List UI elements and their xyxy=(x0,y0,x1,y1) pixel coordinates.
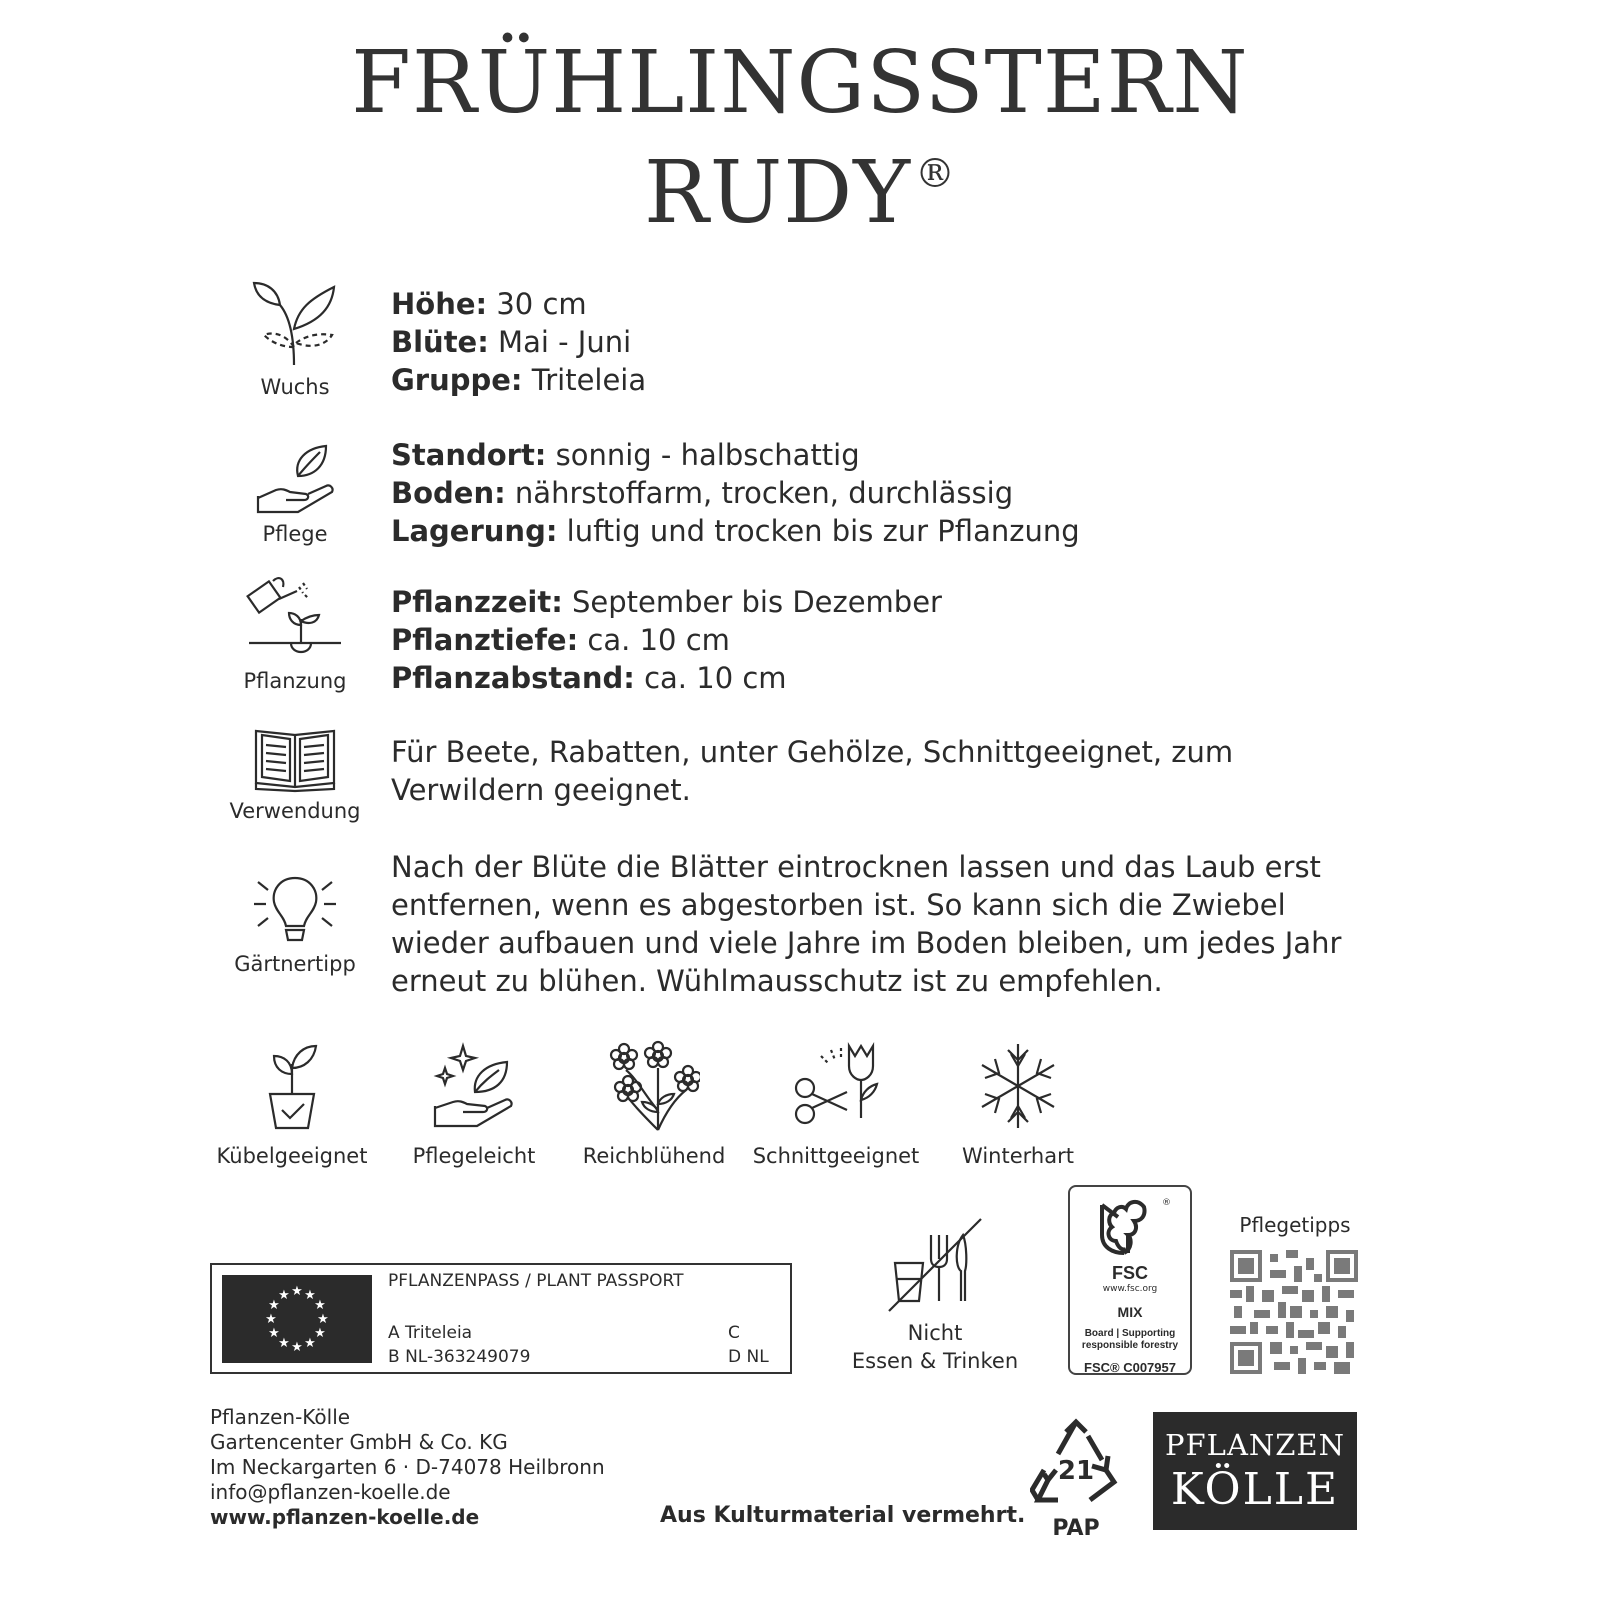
info-line xyxy=(391,285,1411,323)
page-title-line1 xyxy=(0,33,1600,133)
section-pflanzung xyxy=(215,573,1415,713)
feature-pflegeleicht xyxy=(384,1040,564,1168)
info-line xyxy=(391,361,1411,399)
section-wuchs-icon-wrap xyxy=(215,277,375,399)
feature-kuebelgeeignet xyxy=(202,1040,382,1168)
passport-title: PFLANZENPASS / PLANT PASSPORT xyxy=(388,1271,684,1291)
feature-schnittgeeignet xyxy=(746,1040,926,1168)
info-value: ca. 10 cm xyxy=(634,661,787,695)
svg-text:★: ★ xyxy=(291,1284,303,1299)
text-line: Verwildern geeignet. xyxy=(391,773,691,807)
title-text-2: RUDY xyxy=(644,143,911,243)
info-value: sonnig - halbschattig xyxy=(546,438,860,472)
feature-label: Winterhart xyxy=(962,1144,1074,1168)
registered-mark: ® xyxy=(914,151,956,197)
fsc-name: FSC xyxy=(1112,1263,1148,1283)
section-gaertnertipp-icon-wrap xyxy=(215,872,375,976)
no-eat-line1: Nicht xyxy=(907,1321,963,1345)
address-line: Im Neckargarten 6 · D-74078 Heilbronn xyxy=(210,1455,605,1479)
info-key: Pflanzabstand: xyxy=(391,661,635,695)
section-wuchs xyxy=(215,275,1415,415)
info-key: Höhe: xyxy=(391,287,488,321)
lightbulb-icon xyxy=(250,872,340,946)
svg-text:★: ★ xyxy=(304,1336,316,1351)
section-wuchs-text xyxy=(391,285,1411,399)
recycle-label: PAP xyxy=(1052,1516,1100,1541)
feature-label: Reichblühend xyxy=(582,1144,726,1168)
address-email[interactable]: info@pflanzen-koelle.de xyxy=(210,1480,451,1504)
fsc-url: www.fsc.org xyxy=(1102,1284,1158,1294)
scissors-tulip-icon xyxy=(791,1040,881,1132)
svg-text:★: ★ xyxy=(314,1326,326,1341)
info-line xyxy=(391,512,1411,550)
info-value: Mai - Juni xyxy=(488,325,632,359)
feature-label: Kübelgeeignet xyxy=(216,1144,368,1168)
info-key: Standort: xyxy=(391,438,547,472)
text-line: Nach der Blüte die Blätter eintrocknen lassen und das Laub erst xyxy=(391,850,1321,884)
fsc-board-line2: responsible forestry xyxy=(1081,1340,1179,1351)
info-line xyxy=(391,621,1411,659)
logo-line1: PFLANZEN xyxy=(1165,1428,1345,1462)
info-line xyxy=(391,436,1411,474)
svg-text:★: ★ xyxy=(268,1298,280,1313)
info-line xyxy=(391,659,1411,697)
qr-label: Pflegetipps xyxy=(1239,1213,1351,1237)
company-address xyxy=(210,1405,605,1530)
svg-text:★: ★ xyxy=(317,1312,329,1327)
feature-winterhart xyxy=(928,1040,1108,1168)
section-verwendung-text xyxy=(391,733,1411,809)
text-line: Für Beete, Rabatten, unter Gehölze, Schnittgeeignet, zum xyxy=(391,735,1234,769)
info-key: Pflanztiefe: xyxy=(391,623,579,657)
svg-text:★: ★ xyxy=(278,1288,290,1303)
fsc-board-line1: Board | Supporting xyxy=(1084,1328,1176,1339)
section-verwendung-icon-wrap xyxy=(215,727,375,823)
fsc-tree-icon xyxy=(1088,1195,1172,1261)
section-pflanzung-label: Pflanzung xyxy=(243,669,347,693)
info-line xyxy=(391,474,1411,512)
section-pflege-icon-wrap xyxy=(215,440,375,546)
no-eat-drink-icon xyxy=(885,1215,985,1315)
text-line: erneut zu blühen. Wühlmausschutz ist zu empfehlen. xyxy=(391,964,1163,998)
section-pflege-label: Pflege xyxy=(262,522,328,546)
qr-code-icon[interactable] xyxy=(1230,1250,1358,1374)
text-line: wieder aufbauen und viele Jahre im Boden bleiben, um jedes Jahr xyxy=(391,926,1342,960)
svg-text:®: ® xyxy=(1162,1198,1171,1208)
address-website[interactable]: www.pflanzen-koelle.de xyxy=(210,1505,480,1529)
eu-stars-icon xyxy=(222,1275,372,1363)
info-line xyxy=(391,323,1411,361)
info-value: September bis Dezember xyxy=(562,585,942,619)
svg-text:★: ★ xyxy=(278,1336,290,1351)
plant-passport xyxy=(210,1263,792,1374)
book-icon xyxy=(252,727,338,793)
watering-can-icon xyxy=(245,573,345,663)
info-key: Gruppe: xyxy=(391,363,523,397)
hand-sparkle-icon xyxy=(431,1040,517,1132)
info-value: ca. 10 cm xyxy=(578,623,730,657)
page-title-line2 xyxy=(0,143,1600,243)
info-key: Pflanzzeit: xyxy=(391,585,563,619)
info-key: Boden: xyxy=(391,476,506,510)
section-pflanzung-text xyxy=(391,583,1411,697)
section-gaertnertipp xyxy=(215,848,1415,1008)
section-pflanzung-icon-wrap xyxy=(215,573,375,693)
title-text-1: FRÜHLINGSSTERN xyxy=(351,33,1249,133)
passport-c: C xyxy=(728,1323,740,1343)
section-pflege-text xyxy=(391,436,1411,550)
svg-text:★: ★ xyxy=(291,1340,303,1355)
info-value: 30 cm xyxy=(487,287,587,321)
section-gaertnertipp-text xyxy=(391,848,1411,1000)
pflanzen-koelle-logo xyxy=(1153,1412,1357,1530)
address-line: Gartencenter GmbH & Co. KG xyxy=(210,1430,508,1454)
fsc-label xyxy=(1068,1185,1192,1375)
section-pflege xyxy=(215,438,1415,568)
info-value: luftig und trocken bis zur Pflanzung xyxy=(557,514,1080,548)
hand-leaf-icon xyxy=(250,440,340,516)
svg-text:★: ★ xyxy=(268,1326,280,1341)
flowers-icon xyxy=(608,1040,700,1132)
svg-text:★: ★ xyxy=(265,1312,277,1327)
section-verwendung-label: Verwendung xyxy=(229,799,361,823)
fsc-code: FSC® C007957 xyxy=(1084,1360,1176,1375)
recycle-number: 21 xyxy=(1057,1456,1095,1486)
text-line: entfernen, wenn es abgestorben ist. So kann sich die Zwiebel xyxy=(391,888,1286,922)
feature-label: Schnittgeeignet xyxy=(752,1144,920,1168)
info-value: nährstoffarm, trocken, durchlässig xyxy=(505,476,1014,510)
section-gaertnertipp-label: Gärtnertipp xyxy=(234,952,356,976)
recycle-badge xyxy=(1030,1418,1122,1541)
passport-b: B NL-363249079 xyxy=(388,1347,531,1367)
info-line xyxy=(391,583,1411,621)
no-eat-drink-badge xyxy=(850,1215,1020,1375)
address-line: Pflanzen-Kölle xyxy=(210,1405,351,1429)
info-key: Lagerung: xyxy=(391,514,558,548)
svg-text:★: ★ xyxy=(304,1288,316,1303)
passport-d: D NL xyxy=(728,1347,769,1367)
feature-label: Pflegeleicht xyxy=(412,1144,536,1168)
fsc-mix: MIX xyxy=(1117,1304,1143,1320)
feature-reichbluehend xyxy=(564,1040,744,1168)
no-eat-line2: Essen & Trinken xyxy=(851,1349,1019,1373)
info-value: Triteleia xyxy=(522,363,647,397)
logo-line2: KÖLLE xyxy=(1170,1464,1340,1515)
section-verwendung xyxy=(215,727,1415,837)
qr-code-graphic xyxy=(1230,1250,1358,1374)
passport-a: A Triteleia xyxy=(388,1323,473,1343)
eu-flag-icon xyxy=(222,1275,372,1363)
svg-text:★: ★ xyxy=(314,1298,326,1313)
potted-plant-icon xyxy=(252,1040,332,1132)
plant-icon xyxy=(250,277,340,369)
snowflake-icon xyxy=(975,1040,1061,1132)
culture-note: Aus Kulturmaterial vermehrt. xyxy=(660,1503,1026,1528)
info-key: Blüte: xyxy=(391,325,489,359)
section-wuchs-label: Wuchs xyxy=(260,375,330,399)
